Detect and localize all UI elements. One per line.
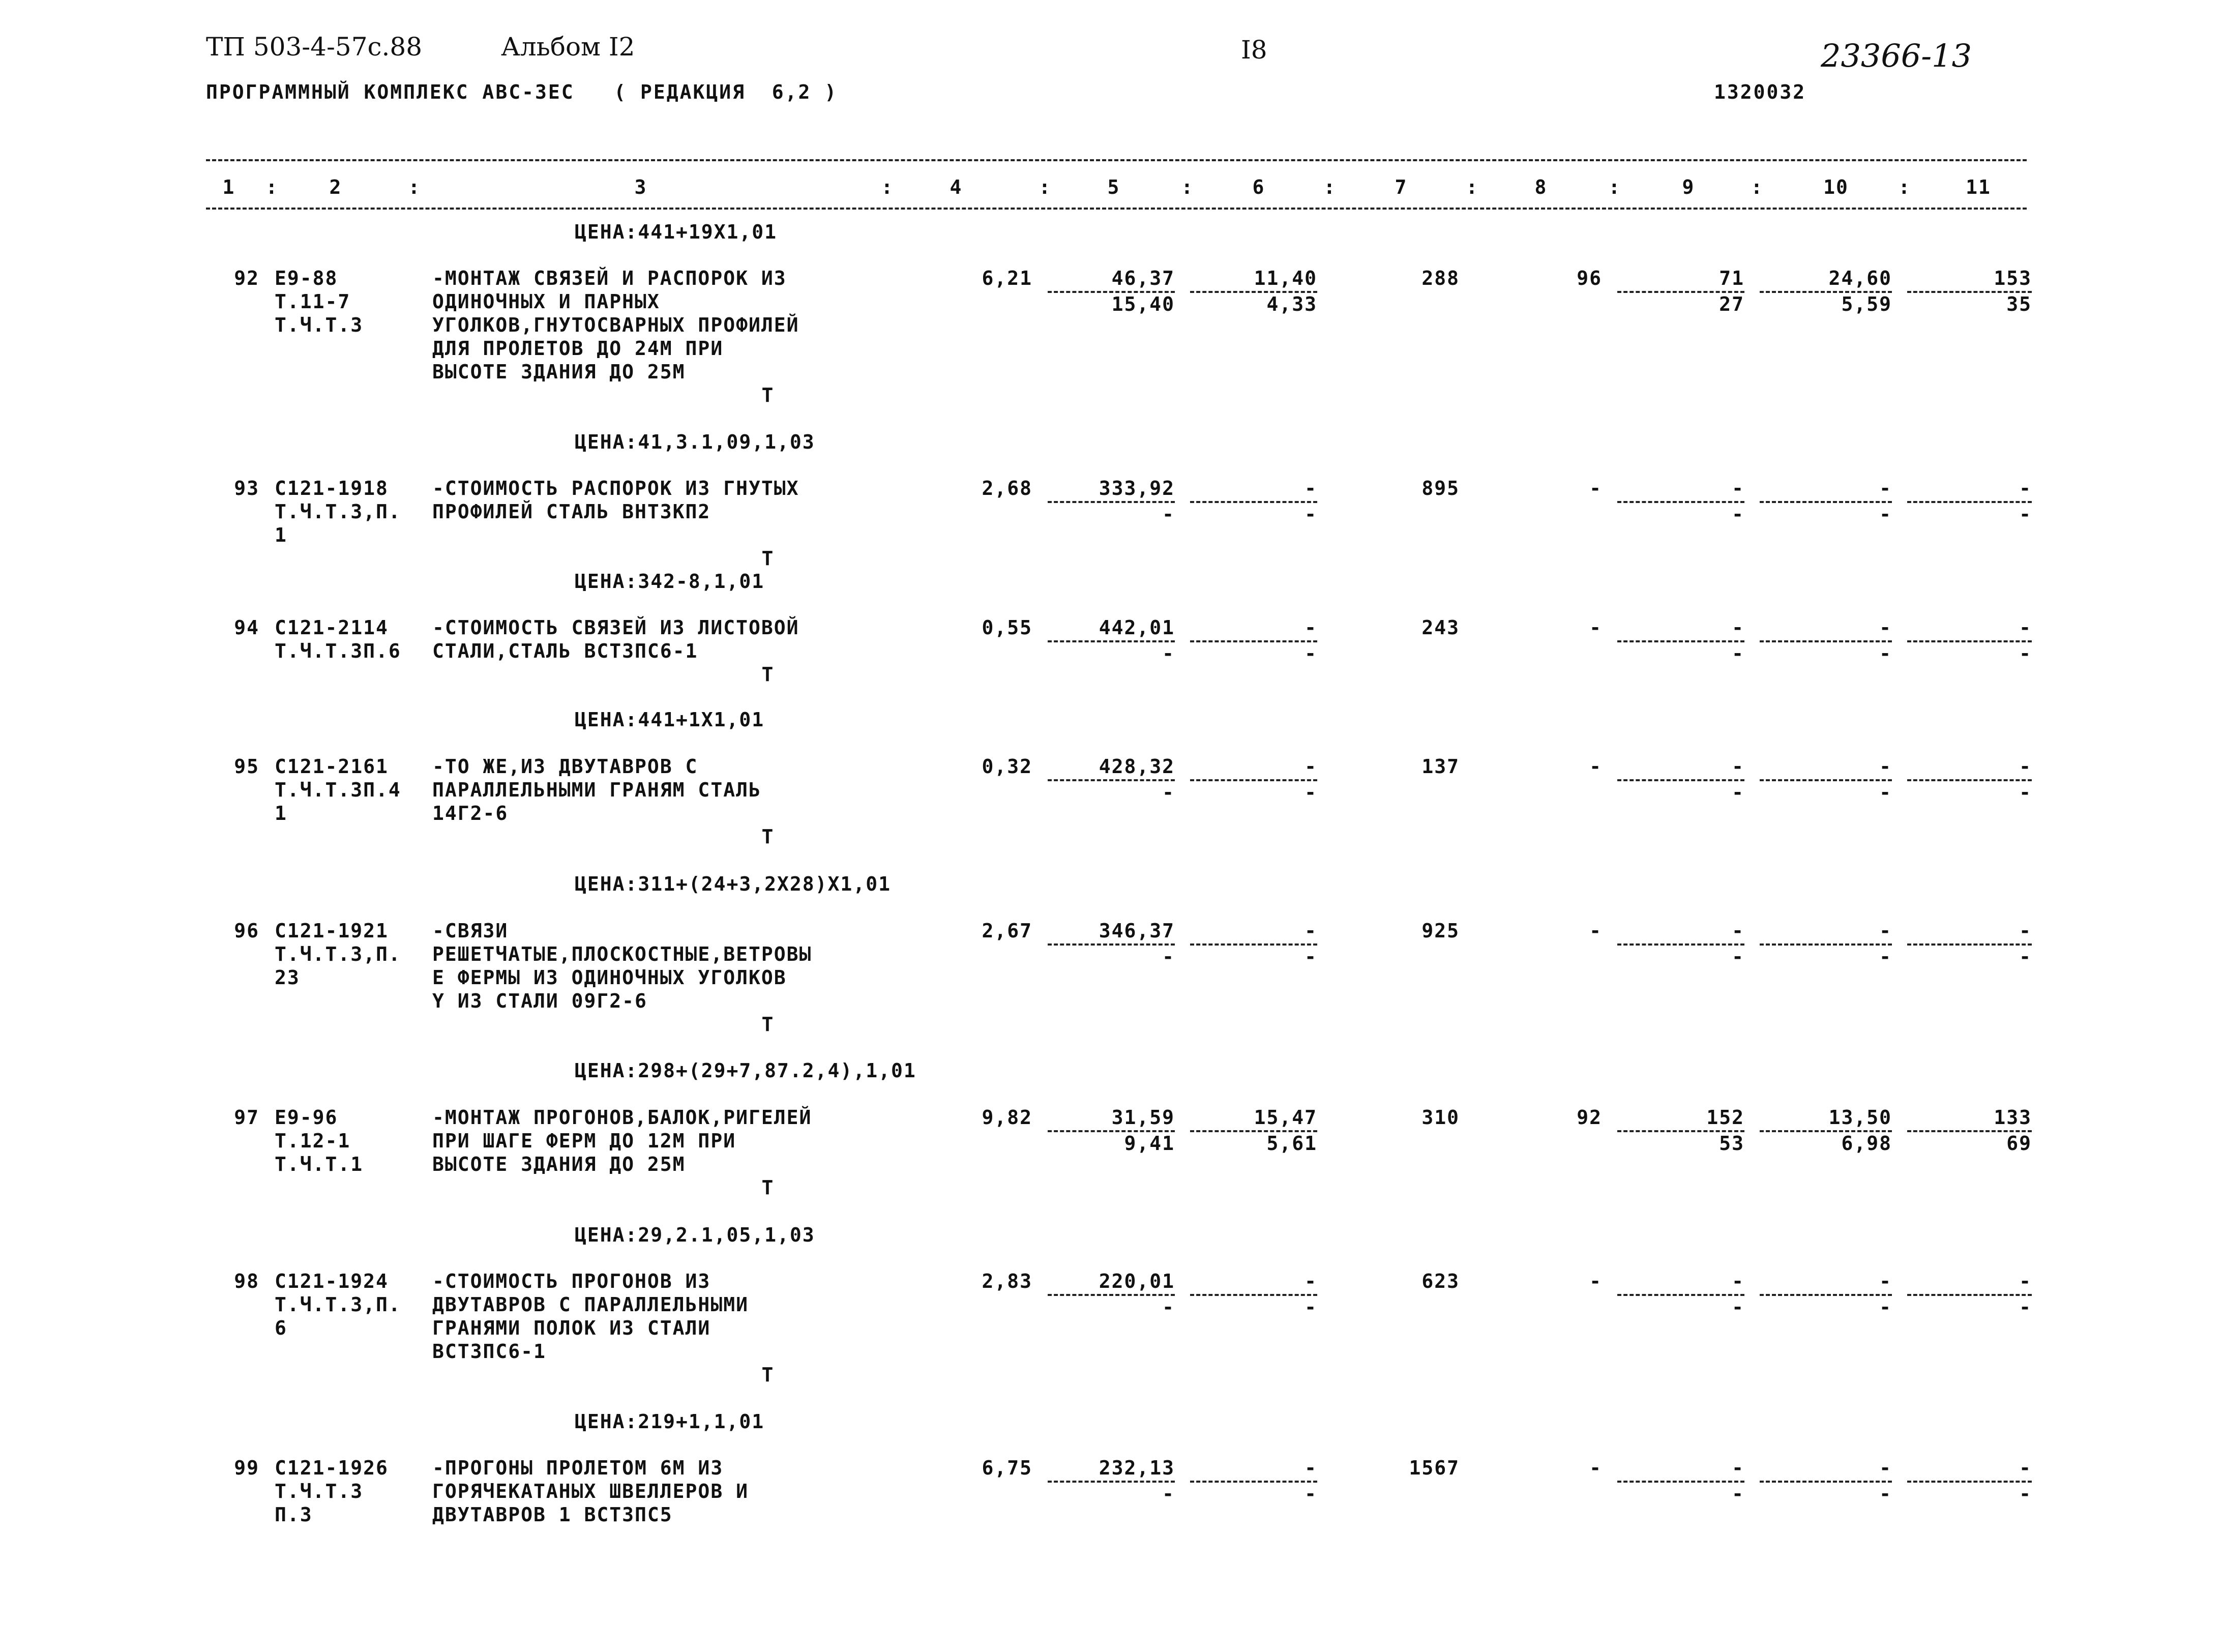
total-machine-wages: - <box>1732 945 1744 968</box>
quantity-value: 2,68 <box>982 477 1032 499</box>
machinist-labor-per-unit: - <box>1879 945 1892 968</box>
work-description: ПРИ ШАГЕ ФЕРМ ДО 12М ПРИ <box>432 1130 736 1152</box>
column-separator: : <box>881 176 894 198</box>
total-cost: 925 <box>1421 920 1460 942</box>
price-formula: ЦЕНА:441+19Х1,01 <box>575 221 778 243</box>
row-number: 92 <box>234 267 259 289</box>
resource-code: С121-1926 <box>275 1457 389 1479</box>
program-line: ПРОГРАММНЫЙ КОМПЛЕКС АВС-3ЕС ( РЕДАКЦИЯ 6,2 ) <box>206 81 838 103</box>
machinist-labor-per-unit: 6,98 <box>1841 1132 1892 1155</box>
resource-code: 1 <box>275 802 287 824</box>
cell-split-rule <box>1190 291 1317 293</box>
labor-total: - <box>2019 755 2032 778</box>
labor-total: - <box>2019 920 2032 942</box>
machinist-labor-total: - <box>2019 1295 2032 1318</box>
labor-per-unit: - <box>1879 1457 1892 1479</box>
resource-code: 6 <box>275 1317 287 1339</box>
resource-code: Т.Ч.Т.1 <box>275 1153 364 1175</box>
quantity-value: 0,32 <box>982 755 1032 778</box>
machine-cost: 11,40 <box>1254 267 1317 289</box>
row-number: 99 <box>234 1457 259 1479</box>
cell-split-rule <box>1907 943 2032 946</box>
cell-split-rule <box>1048 779 1175 781</box>
unit-cost-wages: - <box>1162 781 1175 804</box>
column-separator: : <box>1898 176 1911 198</box>
machinist-labor-per-unit: 5,59 <box>1841 292 1892 315</box>
cell-split-rule <box>1760 1294 1892 1296</box>
total-wages: 96 <box>1577 267 1602 289</box>
work-description: Е ФЕРМЫ ИЗ ОДИНОЧНЫХ УГОЛКОВ <box>432 966 787 989</box>
row-number: 93 <box>234 477 259 499</box>
cell-split-rule <box>1190 1294 1317 1296</box>
labor-per-unit: 24,60 <box>1828 267 1892 289</box>
resource-code: С121-1918 <box>275 477 389 499</box>
total-wages: - <box>1589 1270 1602 1292</box>
work-description: -ТО ЖЕ,ИЗ ДВУТАВРОВ С <box>432 755 698 778</box>
labor-per-unit: - <box>1879 477 1892 499</box>
column-header-4: 4 <box>950 176 963 198</box>
work-description: -ПРОГОНЫ ПРОЛЕТОМ 6М ИЗ <box>432 1457 724 1479</box>
cell-split-rule <box>1617 943 1744 946</box>
cell-split-rule <box>1190 943 1317 946</box>
labor-total: - <box>2019 1457 2032 1479</box>
price-formula: ЦЕНА:342-8,1,01 <box>575 570 765 593</box>
quantity-value: 2,67 <box>982 920 1032 942</box>
cell-split-rule <box>1048 501 1175 503</box>
cell-split-rule <box>1048 291 1175 293</box>
column-separator: : <box>1751 176 1764 198</box>
labor-total: - <box>2019 1270 2032 1292</box>
column-header-1: 1 <box>222 176 235 198</box>
work-description: РЕШЕТЧАТЫЕ,ПЛОСКОСТНЫЕ,ВЕТРОВЫ <box>432 943 812 965</box>
column-separator: : <box>1608 176 1621 198</box>
price-formula: ЦЕНА:441+1Х1,01 <box>575 709 765 731</box>
column-header-10: 10 <box>1823 176 1849 198</box>
total-machine-cost: - <box>1732 616 1744 639</box>
labor-total: 153 <box>1994 267 2032 289</box>
unit-cost-total: 428,32 <box>1099 755 1175 778</box>
unit-of-measure: Т <box>761 825 775 848</box>
unit-cost-wages: - <box>1162 945 1175 968</box>
total-cost: 310 <box>1421 1106 1460 1129</box>
work-description: ДВУТАВРОВ 1 ВСТ3ПС5 <box>432 1503 673 1526</box>
cell-split-rule <box>1190 779 1317 781</box>
unit-of-measure: Т <box>761 1176 775 1199</box>
cell-split-rule <box>1760 501 1892 503</box>
work-description: ПРОФИЛЕЙ СТАЛЬ ВНТ3КП2 <box>432 500 711 523</box>
machine-wages: - <box>1305 642 1317 665</box>
machinist-labor-total: - <box>2019 642 2032 665</box>
column-header-11: 11 <box>1966 176 1991 198</box>
work-description: ДВУТАВРОВ С ПАРАЛЛЕЛЬНЫМИ <box>432 1293 749 1316</box>
work-description: ВЫСОТЕ ЗДАНИЯ ДО 25М <box>432 1153 686 1175</box>
column-header-8: 8 <box>1534 176 1548 198</box>
machinist-labor-total: - <box>2019 1482 2032 1505</box>
cell-split-rule <box>1907 501 2032 503</box>
unit-cost-wages: - <box>1162 1482 1175 1505</box>
cell-split-rule <box>1048 1481 1175 1483</box>
column-header-5: 5 <box>1107 176 1120 198</box>
machine-wages: - <box>1305 1295 1317 1318</box>
resource-code: Е9-96 <box>275 1106 338 1129</box>
work-description: -СТОИМОСТЬ РАСПОРОК ИЗ ГНУТЫХ <box>432 477 799 499</box>
quantity-value: 0,55 <box>982 616 1032 639</box>
unit-cost-total: 232,13 <box>1099 1457 1175 1479</box>
quantity-value: 9,82 <box>982 1106 1032 1129</box>
labor-per-unit: - <box>1879 1270 1892 1292</box>
work-description: -СВЯЗИ <box>432 920 509 942</box>
resource-code: 23 <box>275 966 300 989</box>
machinist-labor-per-unit: - <box>1879 503 1892 525</box>
resource-code: Е9-88 <box>275 267 338 289</box>
labor-total: - <box>2019 477 2032 499</box>
resource-code: Т.Ч.Т.3 <box>275 314 364 336</box>
cell-split-rule <box>1617 1294 1744 1296</box>
cell-split-rule <box>1760 943 1892 946</box>
row-number: 94 <box>234 616 259 639</box>
cell-split-rule <box>1907 779 2032 781</box>
work-description: УГОЛКОВ,ГНУТОСВАРНЫХ ПРОФИЛЕЙ <box>432 314 799 336</box>
machine-cost: - <box>1305 1457 1317 1479</box>
total-machine-wages: - <box>1732 1295 1744 1318</box>
resource-code: С121-1924 <box>275 1270 389 1292</box>
total-machine-cost: - <box>1732 755 1744 778</box>
machine-wages: 5,61 <box>1266 1132 1317 1155</box>
total-cost: 895 <box>1421 477 1460 499</box>
column-separator: : <box>408 176 421 198</box>
row-number: 98 <box>234 1270 259 1292</box>
work-description: -МОНТАЖ СВЯЗЕЙ И РАСПОРОК ИЗ <box>432 267 787 289</box>
work-description: ВСТ3ПС6-1 <box>432 1340 546 1363</box>
total-machine-wages: - <box>1732 781 1744 804</box>
total-machine-wages: 53 <box>1719 1132 1744 1155</box>
unit-cost-total: 220,01 <box>1099 1270 1175 1292</box>
cell-split-rule <box>1760 1130 1892 1132</box>
machine-wages: 4,33 <box>1266 292 1317 315</box>
resource-code: Т.12-1 <box>275 1130 351 1152</box>
machinist-labor-per-unit: - <box>1879 642 1892 665</box>
unit-cost-total: 346,37 <box>1099 920 1175 942</box>
work-description: -СТОИМОСТЬ СВЯЗЕЙ ИЗ ЛИСТОВОЙ <box>432 616 799 639</box>
cell-split-rule <box>1907 1294 2032 1296</box>
unit-cost-total: 442,01 <box>1099 616 1175 639</box>
code-number: 1320032 <box>1714 81 1806 103</box>
cell-split-rule <box>1760 640 1892 642</box>
resource-code: Т.Ч.Т.3,П. <box>275 1293 401 1316</box>
total-cost: 288 <box>1421 267 1460 289</box>
price-formula: ЦЕНА:41,3.1,09,1,03 <box>575 431 815 453</box>
machinist-labor-total: - <box>2019 945 2032 968</box>
album-label: Альбом I2 <box>501 32 635 62</box>
total-cost: 137 <box>1421 755 1460 778</box>
cell-split-rule <box>1190 501 1317 503</box>
total-machine-cost: - <box>1732 1457 1744 1479</box>
price-formula: ЦЕНА:219+1,1,01 <box>575 1410 765 1433</box>
cell-split-rule <box>1760 291 1892 293</box>
column-separator: : <box>265 176 279 198</box>
total-cost: 623 <box>1421 1270 1460 1292</box>
unit-cost-wages: 9,41 <box>1124 1132 1175 1155</box>
machinist-labor-total: 69 <box>2006 1132 2032 1155</box>
work-description: -СТОИМОСТЬ ПРОГОНОВ ИЗ <box>432 1270 711 1292</box>
cell-split-rule <box>1907 1130 2032 1132</box>
machinist-labor-total: - <box>2019 503 2032 525</box>
machinist-labor-per-unit: - <box>1879 1482 1892 1505</box>
labor-total: 133 <box>1994 1106 2032 1129</box>
header-bottom-rule <box>206 208 2027 210</box>
unit-of-measure: Т <box>761 547 775 570</box>
cell-split-rule <box>1617 291 1744 293</box>
machine-cost: - <box>1305 616 1317 639</box>
work-description: ГРАНЯМИ ПОЛОК ИЗ СТАЛИ <box>432 1317 711 1339</box>
unit-of-measure: Т <box>761 663 775 686</box>
column-separator: : <box>1039 176 1052 198</box>
column-header-3: 3 <box>634 176 647 198</box>
unit-cost-total: 46,37 <box>1111 267 1175 289</box>
unit-of-measure: Т <box>761 384 775 406</box>
work-description: Y ИЗ СТАЛИ 09Г2-6 <box>432 990 647 1012</box>
resource-code: 1 <box>275 524 287 546</box>
machine-cost: - <box>1305 477 1317 499</box>
total-machine-wages: - <box>1732 1482 1744 1505</box>
row-number: 95 <box>234 755 259 778</box>
cell-split-rule <box>1190 1481 1317 1483</box>
total-machine-wages: - <box>1732 642 1744 665</box>
work-description: 14Г2-6 <box>432 802 509 824</box>
cell-split-rule <box>1760 1481 1892 1483</box>
resource-code: С121-2114 <box>275 616 389 639</box>
cell-split-rule <box>1760 779 1892 781</box>
price-formula: ЦЕНА:311+(24+3,2Х28)Х1,01 <box>575 873 891 895</box>
column-header-7: 7 <box>1395 176 1408 198</box>
row-number: 96 <box>234 920 259 942</box>
unit-cost-wages: 15,40 <box>1111 292 1175 315</box>
header-top-rule <box>206 159 2027 161</box>
doc-code: ТП 503-4-57с.88 <box>206 32 423 62</box>
resource-code: С121-2161 <box>275 755 389 778</box>
quantity-value: 6,75 <box>982 1457 1032 1479</box>
machine-wages: - <box>1305 503 1317 525</box>
price-formula: ЦЕНА:298+(29+7,87.2,4),1,01 <box>575 1059 916 1082</box>
cell-split-rule <box>1617 1130 1744 1132</box>
cell-split-rule <box>1907 1481 2032 1483</box>
machine-wages: - <box>1305 945 1317 968</box>
total-cost: 1567 <box>1409 1457 1460 1479</box>
unit-cost-total: 31,59 <box>1111 1106 1175 1129</box>
quantity-value: 2,83 <box>982 1270 1032 1292</box>
row-number: 97 <box>234 1106 259 1129</box>
column-separator: : <box>1323 176 1337 198</box>
work-description: ГОРЯЧЕКАТАНЫХ ШВЕЛЛЕРОВ И <box>432 1480 749 1502</box>
total-machine-cost: - <box>1732 477 1744 499</box>
total-wages: - <box>1589 477 1602 499</box>
quantity-value: 6,21 <box>982 267 1032 289</box>
cell-split-rule <box>1907 291 2032 293</box>
machinist-labor-per-unit: - <box>1879 781 1892 804</box>
machinist-labor-total: - <box>2019 781 2032 804</box>
total-machine-cost: 71 <box>1719 267 1744 289</box>
column-header-9: 9 <box>1682 176 1695 198</box>
column-separator: : <box>1466 176 1479 198</box>
labor-per-unit: - <box>1879 755 1892 778</box>
price-formula: ЦЕНА:29,2.1,05,1,03 <box>575 1224 815 1246</box>
machine-wages: - <box>1305 1482 1317 1505</box>
work-description: ОДИНОЧНЫХ И ПАРНЫХ <box>432 290 660 313</box>
work-description: ДЛЯ ПРОЛЕТОВ ДО 24М ПРИ <box>432 337 724 360</box>
labor-per-unit: - <box>1879 616 1892 639</box>
cell-split-rule <box>1048 640 1175 642</box>
column-separator: : <box>1181 176 1194 198</box>
machinist-labor-per-unit: - <box>1879 1295 1892 1318</box>
labor-total: - <box>2019 616 2032 639</box>
total-wages: - <box>1589 616 1602 639</box>
machine-wages: - <box>1305 781 1317 804</box>
column-header-6: 6 <box>1252 176 1265 198</box>
cell-split-rule <box>1190 640 1317 642</box>
machinist-labor-total: 35 <box>2006 292 2032 315</box>
total-wages: 92 <box>1577 1106 1602 1129</box>
unit-cost-total: 333,92 <box>1099 477 1175 499</box>
machine-cost: 15,47 <box>1254 1106 1317 1129</box>
total-wages: - <box>1589 920 1602 942</box>
cell-split-rule <box>1617 501 1744 503</box>
work-description: ВЫСОТЕ ЗДАНИЯ ДО 25М <box>432 361 686 383</box>
resource-code: Т.Ч.Т.3,П. <box>275 500 401 523</box>
cell-split-rule <box>1048 1130 1175 1132</box>
unit-cost-wages: - <box>1162 1295 1175 1318</box>
total-machine-cost: 152 <box>1706 1106 1744 1129</box>
total-machine-cost: - <box>1732 1270 1744 1292</box>
cell-split-rule <box>1048 943 1175 946</box>
total-machine-wages: 27 <box>1719 292 1744 315</box>
unit-cost-wages: - <box>1162 642 1175 665</box>
total-wages: - <box>1589 1457 1602 1479</box>
unit-of-measure: Т <box>761 1013 775 1036</box>
resource-code: Т.Ч.Т.3,П. <box>275 943 401 965</box>
resource-code: Т.Ч.Т.3П.4 <box>275 779 401 801</box>
cell-split-rule <box>1190 1130 1317 1132</box>
work-description: -МОНТАЖ ПРОГОНОВ,БАЛОК,РИГЕЛЕЙ <box>432 1106 812 1129</box>
machine-cost: - <box>1305 920 1317 942</box>
cell-split-rule <box>1617 640 1744 642</box>
total-machine-wages: - <box>1732 503 1744 525</box>
cell-split-rule <box>1907 640 2032 642</box>
total-cost: 243 <box>1421 616 1460 639</box>
page-number: I8 <box>1241 35 1267 65</box>
column-header-2: 2 <box>329 176 342 198</box>
unit-of-measure: Т <box>761 1364 775 1386</box>
total-wages: - <box>1589 755 1602 778</box>
cell-split-rule <box>1617 1481 1744 1483</box>
machine-cost: - <box>1305 1270 1317 1292</box>
resource-code: Т.Ч.Т.3 <box>275 1480 364 1502</box>
work-description: ПАРАЛЛЕЛЬНЫМИ ГРАНЯМ СТАЛЬ <box>432 779 761 801</box>
cell-split-rule <box>1048 1294 1175 1296</box>
total-machine-cost: - <box>1732 920 1744 942</box>
work-description: СТАЛИ,СТАЛЬ ВСТ3ПС6-1 <box>432 640 698 662</box>
handwritten-number: 23366-13 <box>1821 37 1972 74</box>
resource-code: Т.11-7 <box>275 290 351 313</box>
labor-per-unit: - <box>1879 920 1892 942</box>
resource-code: П.3 <box>275 1503 313 1526</box>
cell-split-rule <box>1617 779 1744 781</box>
resource-code: С121-1921 <box>275 920 389 942</box>
machine-cost: - <box>1305 755 1317 778</box>
resource-code: Т.Ч.Т.3П.6 <box>275 640 401 662</box>
labor-per-unit: 13,50 <box>1828 1106 1892 1129</box>
unit-cost-wages: - <box>1162 503 1175 525</box>
